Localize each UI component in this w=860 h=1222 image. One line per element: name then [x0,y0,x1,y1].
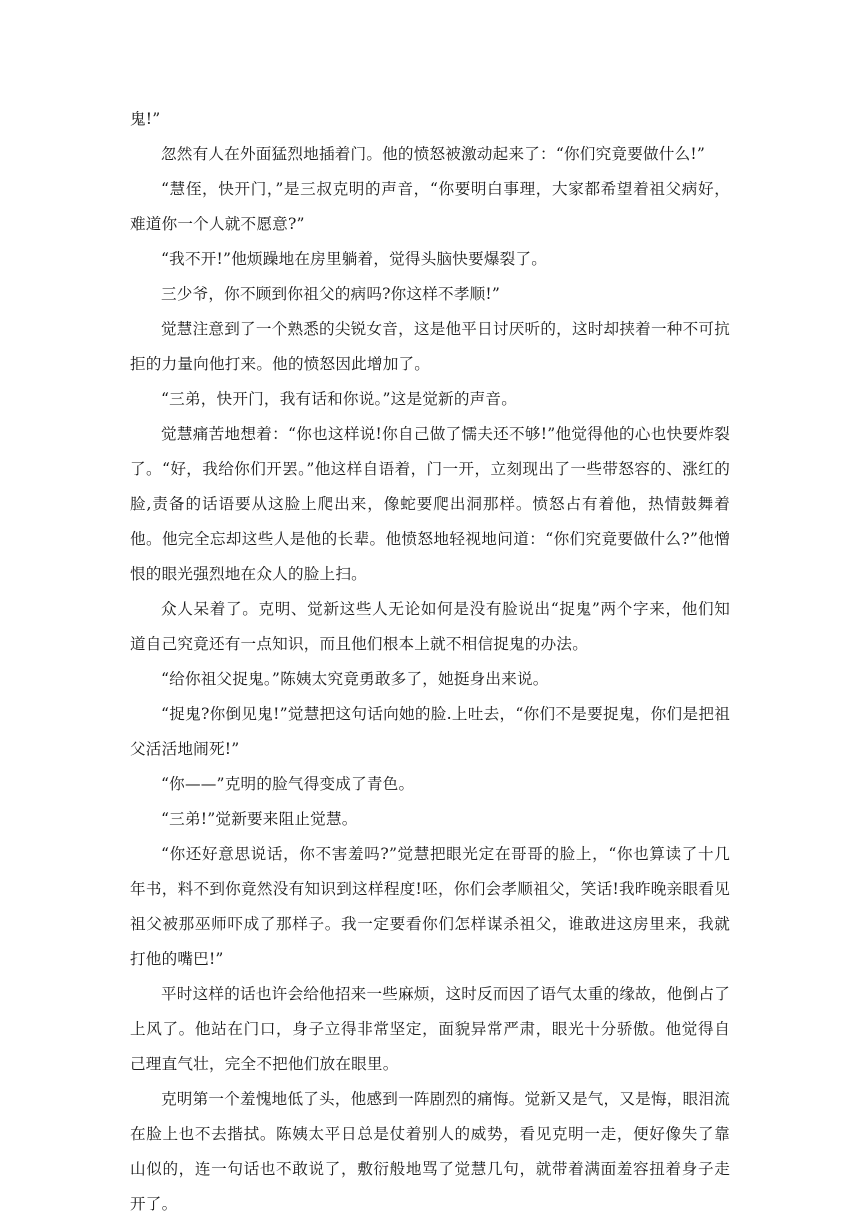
paragraph-14: “你还好意思说话，你不害羞吗?”觉慧把眼光定在哥哥的脸上，“你也算读了十几年书，料不到你竟然没有知识到这样程度!呸，你们会孝顺祖父，笑话!我昨晚亲眼看见祖父被那巫师吓成了那样子。我一定要看你们怎样谋杀祖父，谁敢进这房里来，我就打他的嘴巴!” [130,845,730,968]
paragraph-15: 平时这样的话也许会给他招来一些麻烦，这时反而因了语气太重的缘故，他倒占了上风了。他站在门口，身子立得非常坚定，面貌异常严肃，眼光十分骄傲。他觉得自己理直气壮，完全不把他们放在眼里。 [130,985,730,1073]
paragraph-12: “你——”克明的脸气得变成了青色。 [161,775,415,793]
paragraph-1: 鬼!” [130,110,161,128]
paragraph-8: 觉慧痛苦地想着：“你也这样说!你自己做了懦夫还不够!”他觉得他的心也快要炸裂了。“好，我给你们开罢。”他这样自语着，门一开，立刻现出了一些带怒容的、涨红的脸,责备的话语要从这脸上爬出来，像蛇要爬出洞那样。愤怒占有着他，热情鼓舞着他。他完全忘却这些人是他的长辈。他愤怒地轻视地问道：“你们究竟要做什么?”他憎恨的眼光强烈地在众人的脸上扫。 [130,425,730,583]
paragraph-2: 忽然有人在外面猛烈地插着门。他的愤怒被激动起来了：“你们究竟要做什么!” [161,145,706,163]
paragraph-9: 众人呆着了。克明、觉新这些人无论如何是没有脸说出“捉鬼”两个字来，他们知道自己究竟还有一点知识，而且他们根本上就不相信捉鬼的办法。 [130,600,730,653]
paragraph-6: 觉慧注意到了一个熟悉的尖锐女音，这是他平日讨厌听的，这时却挟着一种不可抗拒的力量向他打来。他的愤怒因此增加了。 [130,320,730,373]
paragraph-4: “我不开!”他烦躁地在房里躺着，觉得头脑快要爆裂了。 [161,250,548,268]
paragraph-10: “给你祖父捉鬼。”陈姨太究竟勇敢多了，她挺身出来说。 [161,670,549,688]
paragraph-7: “三弟，快开门，我有话和你说。”这是觉新的声音。 [161,390,518,408]
paragraph-3: “慧侄，快开门，”是三叔克明的声音，“你要明白事理，大家都希望着祖父病好，难道你一个人就不愿意?” [130,180,730,233]
paragraph-11: “捉鬼?你倒见鬼!”觉慧把这句话向她的脸.上吐去，“你们不是要捉鬼，你们是把祖父活活地闹死!” [130,705,730,758]
paragraph-16: 克明第一个羞愧地低了头，他感到一阵剧烈的痛悔。觉新又是气，又是悔，眼泪流在脸上也不去揩拭。陈姨太平日总是仗着别人的威势，看见克明一走，便好像失了靠山似的，连一句话也不敢说了，敷衍般地骂了觉慧几句，就带着满面羞容扭着身子走开了。 [130,1090,730,1213]
paragraph-13: “三弟!”觉新要来阻止觉慧。 [161,810,358,828]
document-page [130,102,730,1222]
paragraph-5: 三少爷，你不顾到你祖父的病吗?你这样不孝顺!” [161,285,501,303]
